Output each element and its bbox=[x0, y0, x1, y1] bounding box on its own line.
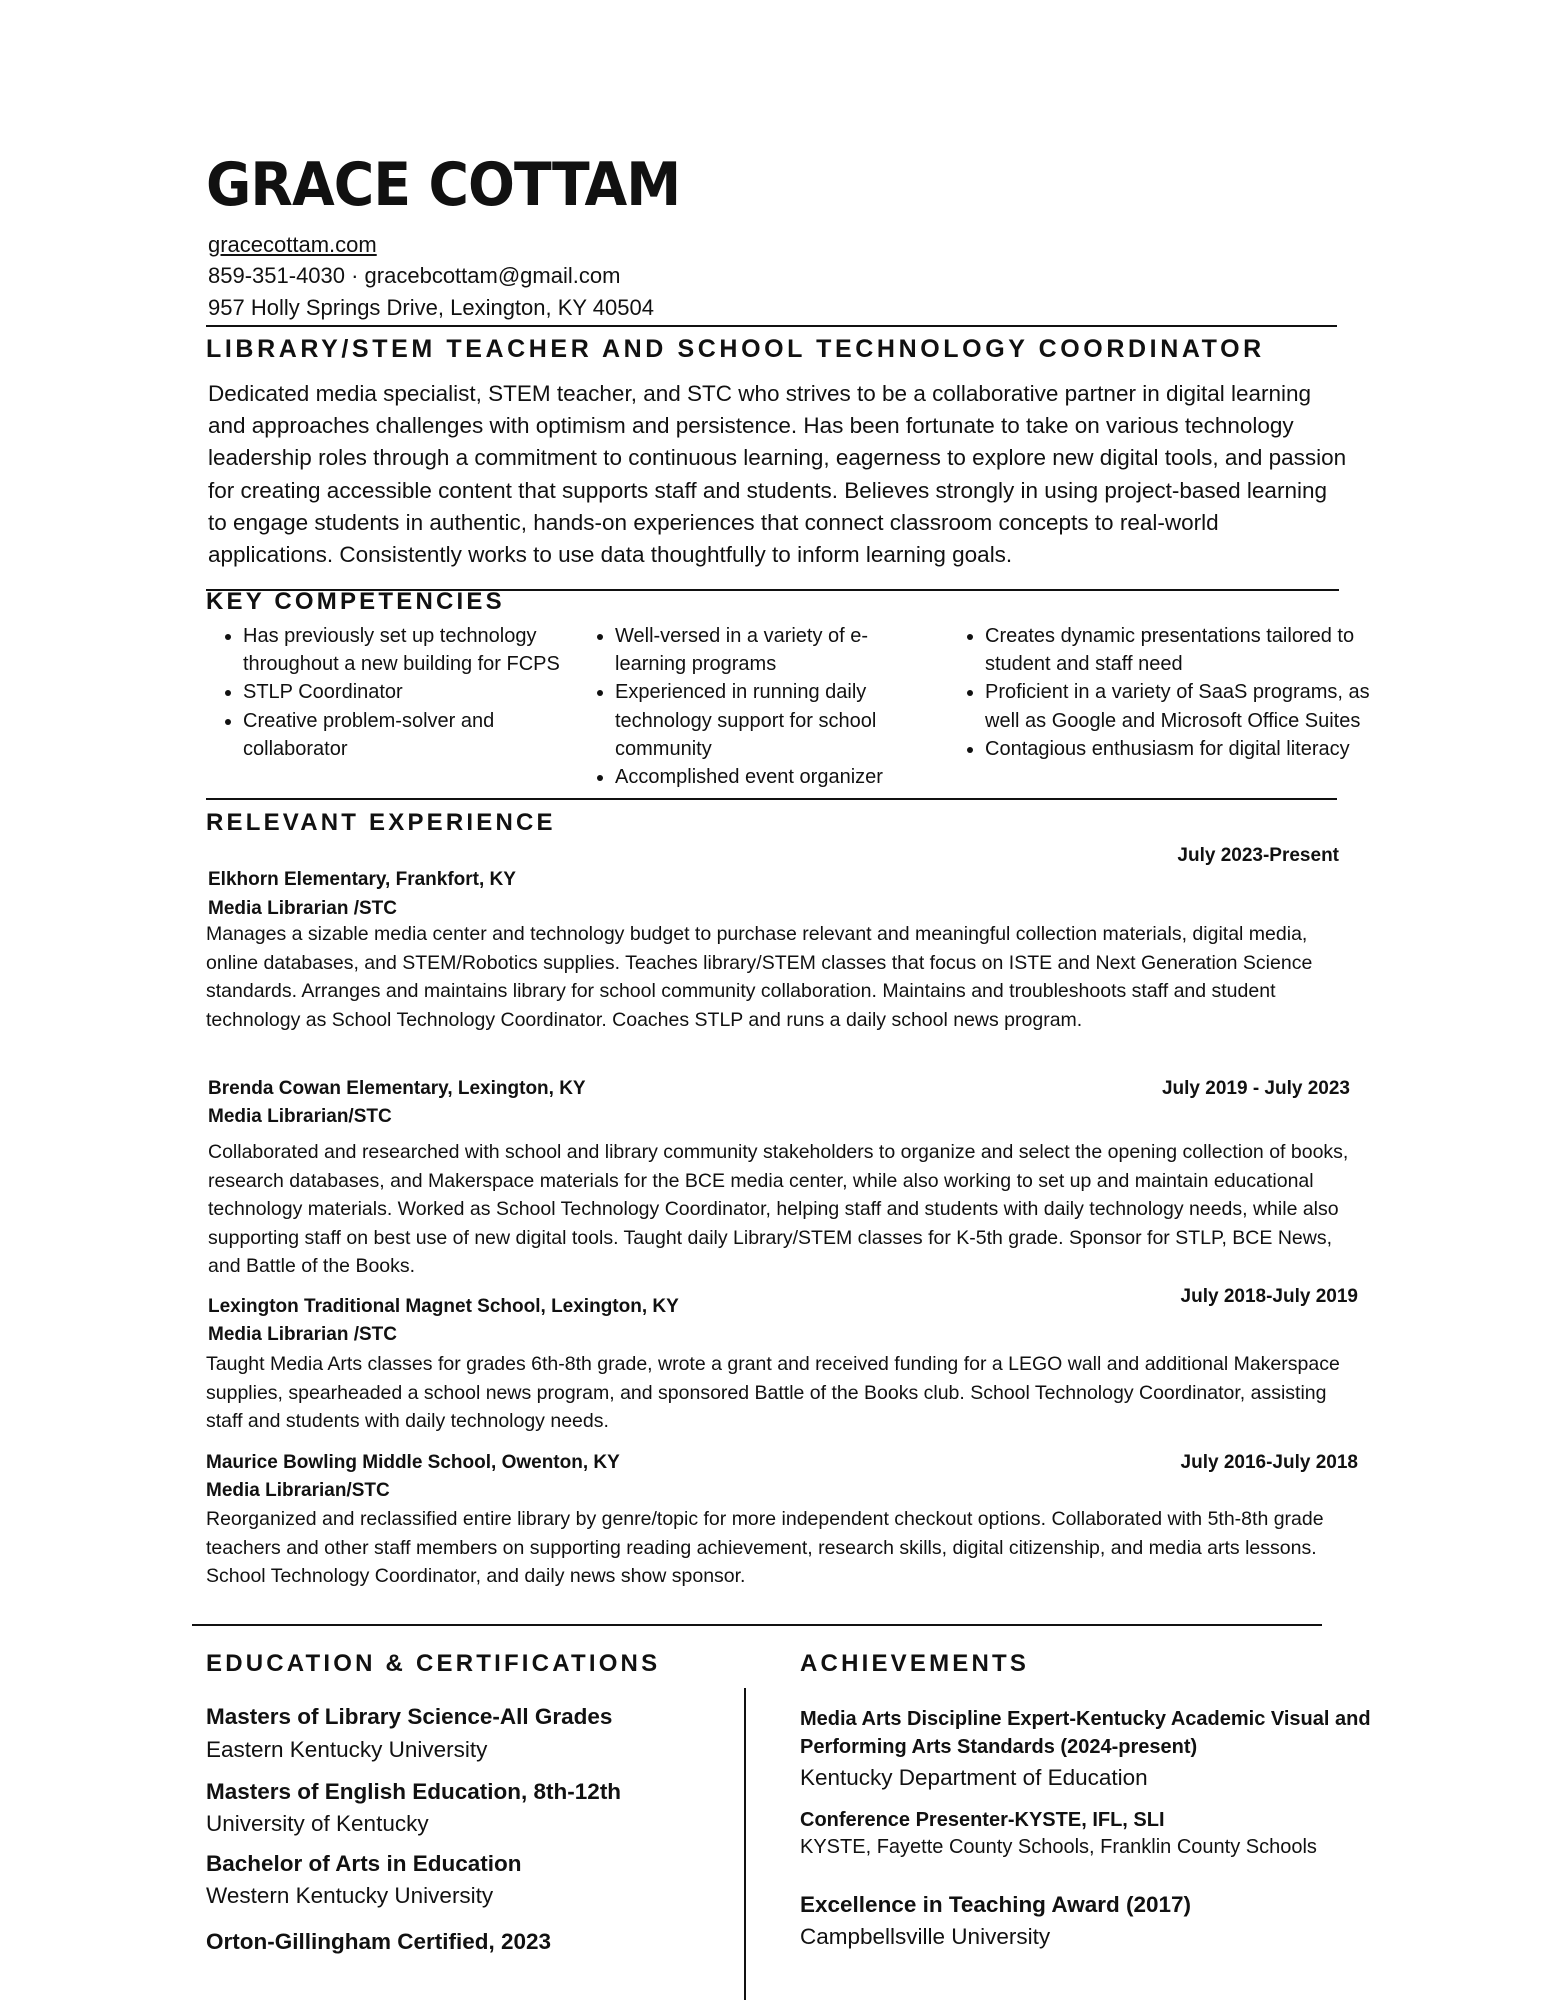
education-degree: Bachelor of Arts in Education bbox=[206, 1851, 522, 1876]
competency-item: • Accomplished event organizer bbox=[615, 763, 925, 791]
job-role: Media Librarian/STC bbox=[208, 1106, 392, 1127]
education-school: Eastern Kentucky University bbox=[206, 1737, 488, 1762]
competencies-column-1 bbox=[208, 622, 568, 763]
education-school: Western Kentucky University bbox=[206, 1883, 494, 1908]
website-link[interactable]: gracecottam.com bbox=[208, 232, 377, 257]
experience-title: RELEVANT EXPERIENCE bbox=[206, 809, 556, 836]
competencies-column-3 bbox=[950, 622, 1390, 763]
achievement-source: KYSTE, Fayette County Schools, Franklin County Schools bbox=[800, 1836, 1317, 1858]
competencies-column-2 bbox=[580, 622, 925, 791]
achievement-source: Campbellsville University bbox=[800, 1924, 1051, 1949]
job-dates: July 2018-July 2019 bbox=[1180, 1286, 1358, 1307]
education-degree: Masters of Library Science-All Grades bbox=[206, 1704, 613, 1729]
job-description: Manages a sizable media center and technology budget to purchase relevant and meaningful collection materials, digital media, online databases, and STEM/Robotics supplies. Teaches library/STEM classes that focus on ISTE and Next Generation Science standards. Arranges and maintains library for school community collaboration. Maintains and troubleshoots staff and student technology as School Technology Coordinator. Coaches STLP and runs a daily school news program. bbox=[206, 923, 1313, 1031]
competency-item: • Proficient in a variety of SaaS programs, as well as Google and Microsoft Office Suites bbox=[985, 678, 1390, 734]
competency-item: • Well-versed in a variety of e-learning programs bbox=[615, 622, 925, 678]
achievements-title: ACHIEVEMENTS bbox=[800, 1650, 1030, 1677]
job-employer: Elkhorn Elementary, Frankfort, KY bbox=[208, 869, 516, 890]
job-description: Taught Media Arts classes for grades 6th-8th grade, wrote a grant and received funding for a LEGO wall and additional Makerspace supplies, spearheaded a school news program, and sponsored Battle of the Books club. School Technology Coordinator, assisting staff and students with daily technology needs. bbox=[206, 1353, 1340, 1432]
competencies-divider bbox=[206, 798, 1337, 800]
competency-item: • Experienced in running daily technology support for school community bbox=[615, 678, 925, 763]
competency-item: • Creative problem-solver and collaborator bbox=[243, 707, 568, 763]
education-title: EDUCATION & CERTIFICATIONS bbox=[206, 1650, 661, 1677]
job-role: Media Librarian /STC bbox=[208, 898, 397, 919]
job-role: Media Librarian /STC bbox=[208, 1324, 397, 1345]
certification: Orton-Gillingham Certified, 2023 bbox=[206, 1929, 552, 1954]
job-employer: Maurice Bowling Middle School, Owenton, KY bbox=[206, 1452, 620, 1473]
header-divider bbox=[206, 325, 1337, 327]
competencies-title: KEY COMPETENCIES bbox=[206, 588, 505, 615]
job-dates: July 2023-Present bbox=[1177, 845, 1339, 866]
job-employer: Brenda Cowan Elementary, Lexington, KY bbox=[208, 1078, 586, 1099]
education-degree: Masters of English Education, 8th-12th bbox=[206, 1779, 622, 1804]
column-divider bbox=[744, 1688, 746, 2000]
competency-item: • STLP Coordinator bbox=[243, 678, 568, 706]
competency-item: • Contagious enthusiasm for digital literacy bbox=[985, 735, 1390, 763]
achievement-source: Kentucky Department of Education bbox=[800, 1765, 1148, 1790]
job-dates: July 2016-July 2018 bbox=[1180, 1452, 1358, 1473]
summary-paragraph: Dedicated media specialist, STEM teacher, and STC who strives to be a collaborative partner in digital learning and approaches challenges with optimism and persistence. Has been fortunate to take on various technology leadership roles through a commitment to continuous learning, eagerness to explore new digital tools, and passion for creating accessible content that supports staff and students. Believes strongly in using project-based learning to engage students in authentic, hands-on experiences that connect classroom concepts to real-world applications. Consistently works to use data thoughtfully to inform learning goals. bbox=[208, 381, 1347, 568]
professional-headline: LIBRARY/STEM TEACHER AND SCHOOL TECHNOLOGY COORDINATOR bbox=[206, 335, 1265, 363]
job-dates: July 2019 - July 2023 bbox=[1161, 1078, 1350, 1099]
achievement-title: Media Arts Discipline Expert-Kentucky Academic Visual and Performing Arts Standards (2024-present) bbox=[800, 1708, 1371, 1758]
candidate-name: GRACE COTTAM bbox=[206, 150, 681, 220]
job-description: Collaborated and researched with school and library community stakeholders to organize and select the opening collection of books, research databases, and Makerspace materials for the BCE media center, while also working to set up and maintain educational technology materials. Worked as School Technology Coordinator, helping staff and students with daily technology needs, while also supporting staff on best use of new digital tools. Taught daily Library/STEM classes for K-5th grade. Sponsor for STLP, BCE News, and Battle of the Books. bbox=[208, 1141, 1349, 1277]
competency-item: • Has previously set up technology throughout a new building for FCPS bbox=[243, 622, 568, 678]
job-description: Reorganized and reclassified entire library by genre/topic for more independent checkout options. Collaborated with 5th-8th grade teachers and other staff members on supporting reading achievement, research skills, digital citizenship, and media arts lessons. School Technology Coordinator, and daily news show sponsor. bbox=[206, 1508, 1324, 1587]
competency-item: • Creates dynamic presentations tailored to student and staff need bbox=[985, 622, 1390, 678]
phone-email: 859-351-4030 · gracebcottam@gmail.com bbox=[208, 263, 621, 288]
job-role: Media Librarian/STC bbox=[206, 1480, 390, 1501]
experience-divider bbox=[192, 1624, 1322, 1626]
job-employer: Lexington Traditional Magnet School, Lexington, KY bbox=[208, 1296, 679, 1317]
address: 957 Holly Springs Drive, Lexington, KY 40504 bbox=[208, 295, 654, 320]
achievement-title: Excellence in Teaching Award (2017) bbox=[800, 1892, 1191, 1917]
achievement-title: Conference Presenter-KYSTE, IFL, SLI bbox=[800, 1809, 1165, 1831]
education-school: University of Kentucky bbox=[206, 1811, 429, 1836]
